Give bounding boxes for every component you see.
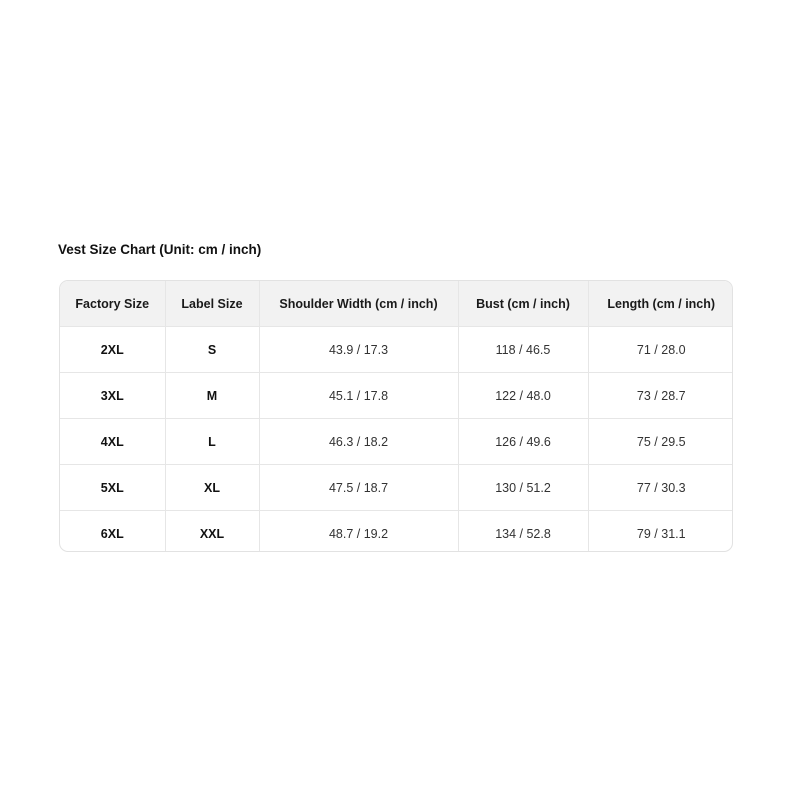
cell-length: 71 / 28.0 [588,327,733,373]
table-row [60,511,733,553]
cell-label-size: L [165,419,259,465]
cell-shoulder-width: 47.5 / 18.7 [259,465,458,511]
chart-title: Vest Size Chart (Unit: cm / inch) [58,242,262,257]
cell-label-size: M [165,373,259,419]
cell-bust: 130 / 51.2 [458,465,588,511]
cell-bust: 126 / 49.6 [458,419,588,465]
header-length: Length (cm / inch) [588,281,733,327]
table-row [60,327,733,373]
cell-label-size: S [165,327,259,373]
header-label-size: Label Size [165,281,259,327]
size-chart-table [59,280,733,552]
cell-length: 73 / 28.7 [588,373,733,419]
header-factory-size: Factory Size [60,281,165,327]
table-header-row [60,281,733,327]
cell-factory-size: 3XL [60,373,165,419]
cell-factory-size: 2XL [60,327,165,373]
cell-shoulder-width: 43.9 / 17.3 [259,327,458,373]
cell-bust: 122 / 48.0 [458,373,588,419]
table-row [60,373,733,419]
cell-length: 79 / 31.1 [636,526,686,541]
table-row [60,465,733,511]
cell-length: 75 / 29.5 [588,419,733,465]
cell-bust: 134 / 52.8 [458,511,588,553]
size-table [60,281,733,552]
cell-label-size: XL [165,465,259,511]
cell-bust: 118 / 46.5 [458,327,588,373]
cell-label-size: XXL [165,511,259,553]
cell-factory-size: 4XL [60,419,165,465]
cell-shoulder-width: 46.3 / 18.2 [259,419,458,465]
table-row [60,419,733,465]
cell-length: 77 / 30.3 [588,465,733,511]
header-bust: Bust (cm / inch) [458,281,588,327]
cell-shoulder-width: 45.1 / 17.8 [259,373,458,419]
cell-shoulder-width: 48.7 / 19.2 [259,511,458,553]
cell-factory-size: 6XL [60,511,165,553]
cell-factory-size: 5XL [60,465,165,511]
header-shoulder-width: Shoulder Width (cm / inch) [259,281,458,327]
